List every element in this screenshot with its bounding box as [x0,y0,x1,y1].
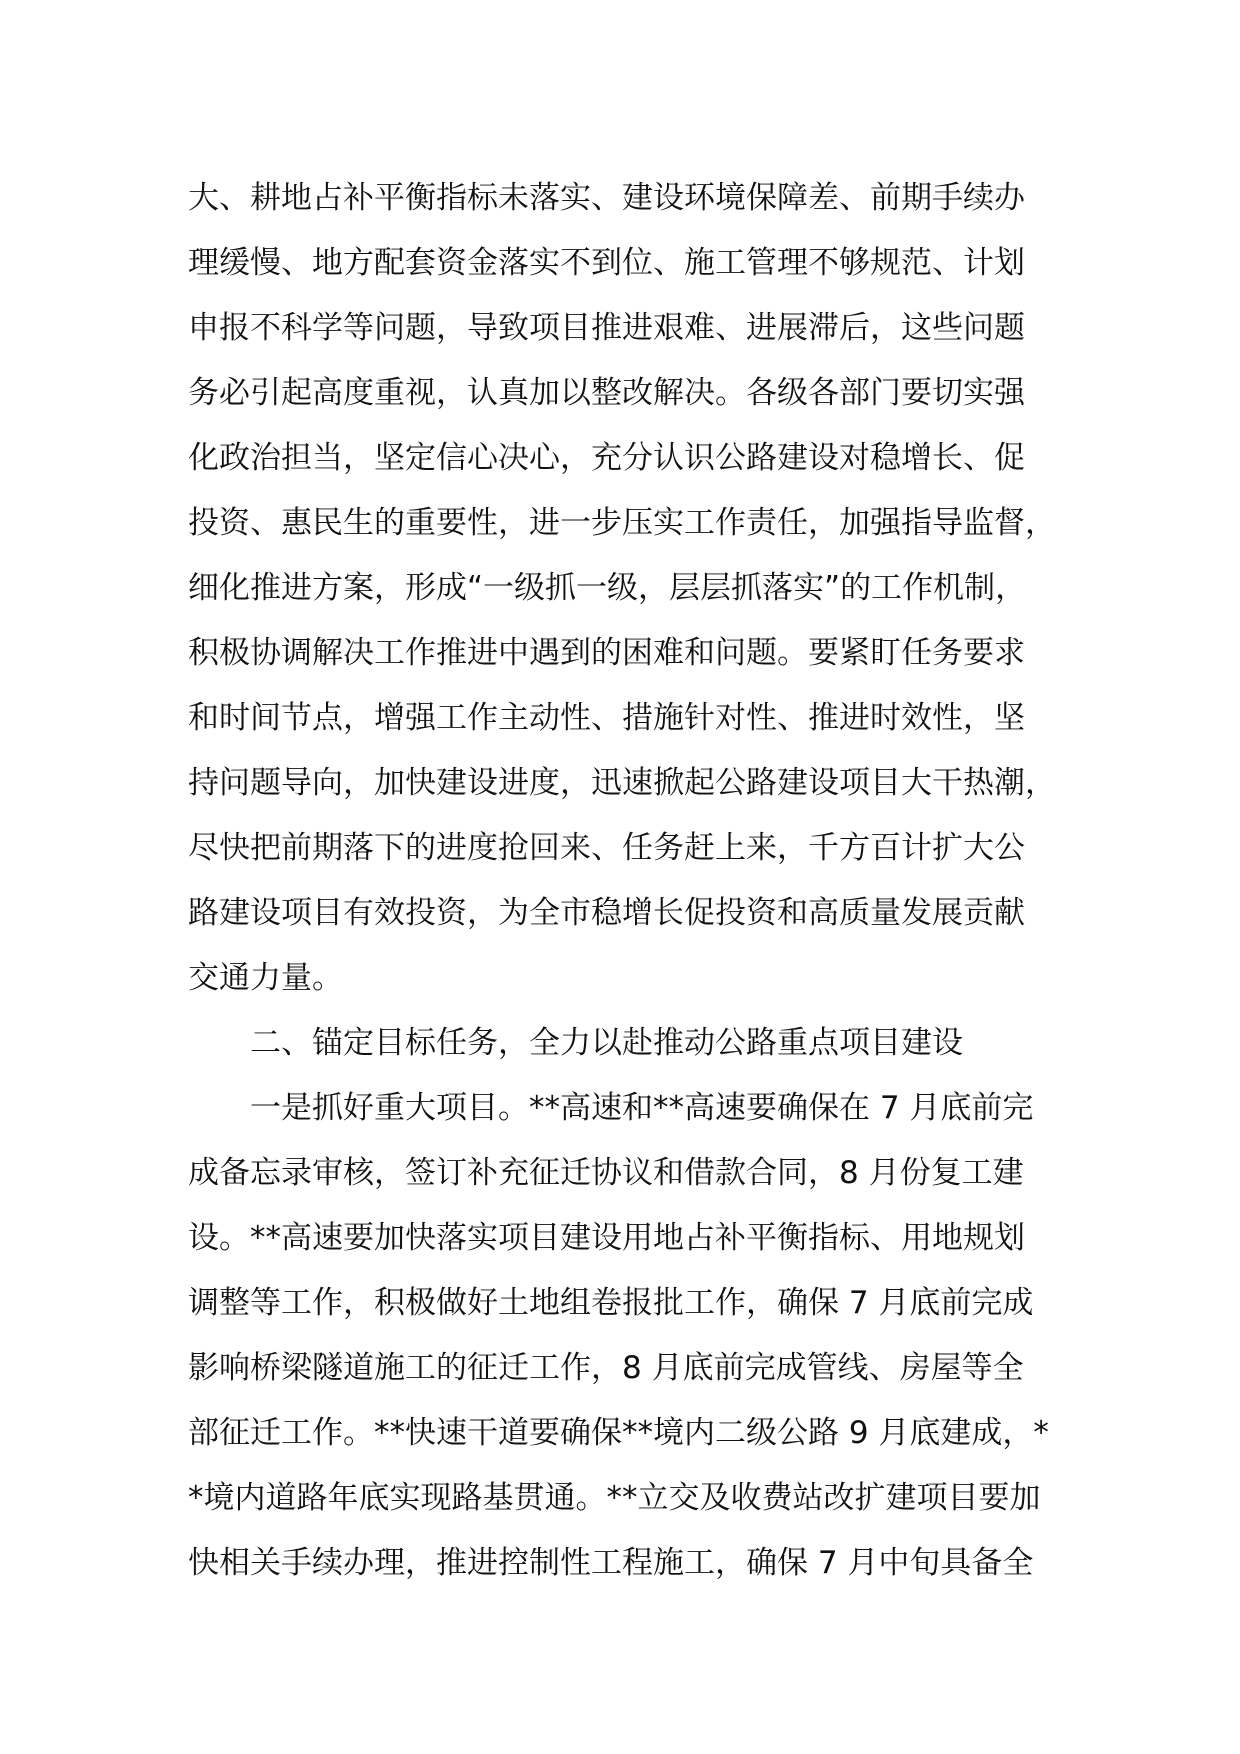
text-line-5: 化政治担当，坚定信心决心，充分认识公路建设对稳增长、促 [188,440,1025,476]
text-line-21: *境内道路年底实现路基贯通。**立交及收费站改扩建项目要加 [188,1480,1041,1516]
text-line-11: 尽快把前期落下的进度抢回来、任务赶上来，千方百计扩大公 [188,830,1025,866]
text-line-18: 调整等工作，积极做好土地组卷报批工作，确保 7 月底前完成 [188,1285,1034,1321]
text-line-10: 持问题导向，加快建设进度，迅速掀起公路建设项目大干热潮， [188,765,1056,801]
text-line-7: 细化推进方案，形成“一级抓一级，层层抓落实”的工作机制， [188,570,1027,606]
text-line-2: 理缓慢、地方配套资金落实不到位、施工管理不够规范、计划 [188,245,1025,281]
text-line-3: 申报不科学等问题，导致项目推进艰难、进展滞后，这些问题 [188,310,1025,346]
text-line-9: 和时间节点，增强工作主动性、措施针对性、推进时效性，坚 [188,700,1025,736]
text-line-12: 路建设项目有效投资，为全市稳增长促投资和高质量发展贡献 [188,895,1025,931]
text-line-15: 一是抓好重大项目。**高速和**高速要确保在 7 月底前完 [250,1090,1034,1126]
text-line-1: 大、耕地占补平衡指标未落实、建设环境保障差、前期手续办 [188,180,1025,216]
text-line-16: 成备忘录审核，签订补充征迁协议和借款合同，8 月份复工建 [188,1155,1024,1191]
text-line-17: 设。**高速要加快落实项目建设用地占补平衡指标、用地规划 [188,1220,1025,1256]
text-line-20: 部征迁工作。**快速干道要确保**境内二级公路 9 月底建成，* [188,1415,1049,1451]
section-heading: 二、锚定目标任务，全力以赴推动公路重点项目建设 [250,1025,963,1061]
text-line-8: 积极协调解决工作推进中遇到的困难和问题。要紧盯任务要求 [188,635,1025,671]
text-line-4: 务必引起高度重视，认真加以整改解决。各级各部门要切实强 [188,375,1025,411]
text-line-6: 投资、惠民生的重要性，进一步压实工作责任，加强指导监督， [188,505,1056,541]
text-line-19: 影响桥梁隧道施工的征迁工作，8 月底前完成管线、房屋等全 [188,1350,1024,1386]
text-line-22: 快相关手续办理，推进控制性工程施工，确保 7 月中旬具备全 [188,1545,1034,1581]
text-line-13: 交通力量。 [188,960,343,996]
document-body [188,166,1088,1596]
